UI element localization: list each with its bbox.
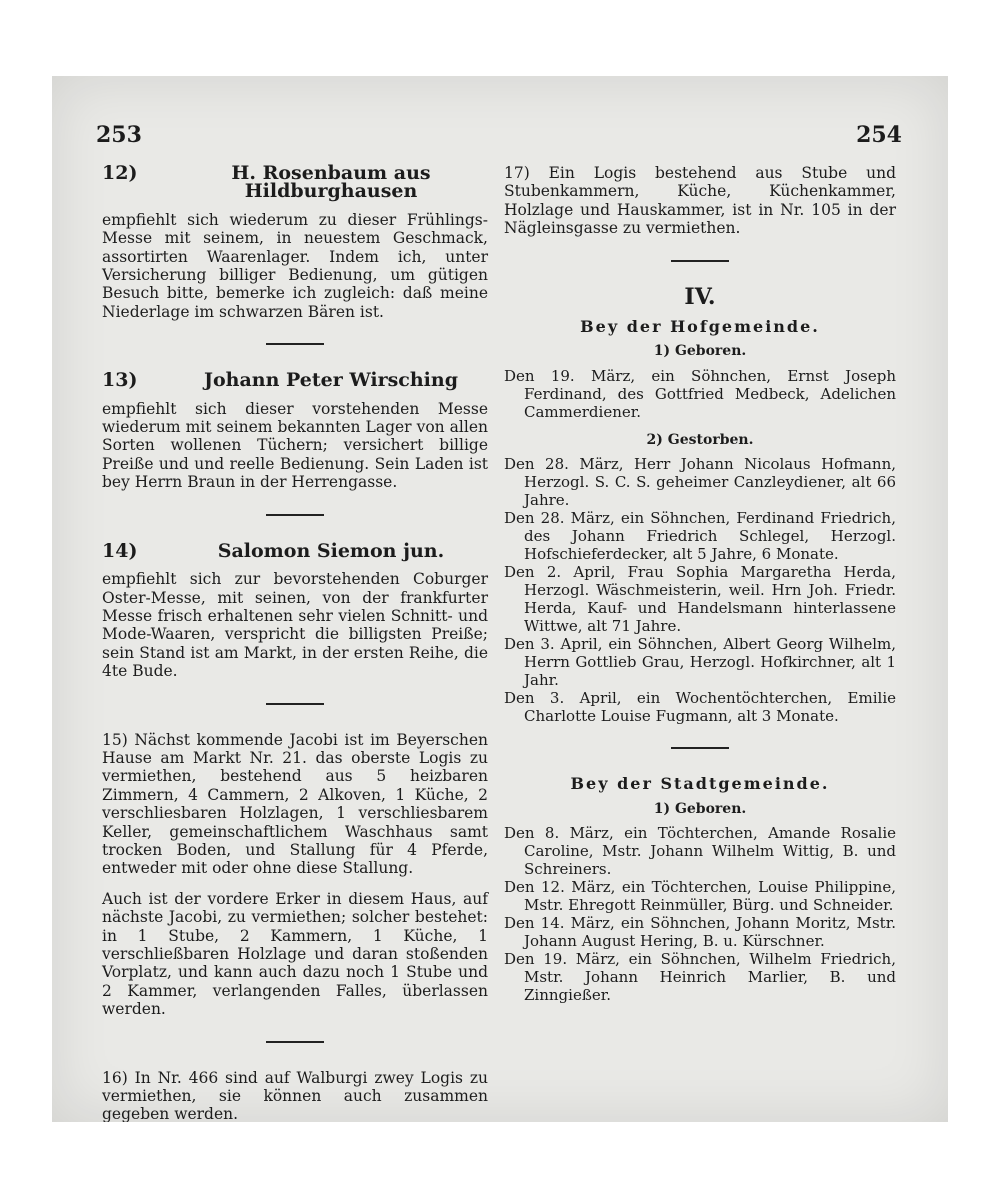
notice-text: empfiehlt sich dieser vorstehenden Messe wiederum mit seinem bekannten Lager von allen Sorten wollenen Tüchern; versichert billige Preiße und und reelle Bedienung. Sein Laden ist bey Herrn Braun in der Herrengasse. [102,399,488,492]
divider [266,343,324,345]
register-list [504,455,896,725]
scanned-page [52,76,948,1122]
register-entry: Den 12. März, ein Töchterchen, Louise Philippine, Mstr. Ehregott Reinmüller, Bürg. und Schneider. [504,878,896,915]
register-entry: Den 28. März, ein Söhnchen, Ferdinand Friedrich, des Johann Friedrich Schlegel, Herzogl. Hofschieferdecker, alt 5 Jahre, 6 Monate. [504,509,896,564]
subsection-title: 2) Gestorben. [646,431,754,448]
notice-number: 12) [102,162,138,184]
register-entry: Den 3. April, ein Söhnchen, Albert Georg Wilhelm, Herrn Gottlieb Grau, Herzogl. Hofkirchner, alt 1 Jahr. [504,635,896,690]
notice-name: H. Rosenbaum aus Hildburghausen [231,162,431,203]
section-title: Bey der Hofgemeinde. [580,317,820,337]
notice-text: 17) Ein Logis bestehend aus Stube und Stubenkammern, Küche, Küchenkammer, Holzlage und Hauskammer, ist in Nr. 105 in der Nägleinsgasse zu vermiethen. [504,164,896,238]
register-entry: Den 19. März, ein Söhnchen, Ernst Joseph Ferdinand, des Gottfried Medbeck, Adelichen Cammerdiener. [504,366,896,421]
notice-number: 13) [102,369,138,392]
notice-text: empfiehlt sich wiederum zu dieser Frühlings-Messe mit seinem, in neuestem Geschmack, assortirten Waarenlager. Indem ich, unter Versicherung billiger Bedienung, um gütigen Besuch bitte, bemerke ich zugleich: daß meine Niederlage im schwarzen Bären ist. [102,210,488,321]
register-entry: Den 19. März, ein Söhnchen, Wilhelm Friedrich, Mstr. Johann Heinrich Marlier, B. und Zinngießer. [504,950,896,1005]
section-number: IV. [684,283,716,310]
subsection-title: 1) Geboren. [653,800,747,817]
divider [266,1041,324,1043]
register-entry: Den 8. März, ein Töchterchen, Amande Rosalie Caroline, Mstr. Johann Wilhelm Wittig, B. und Schreiners. [504,824,896,879]
notice-heading [102,369,488,392]
divider [266,703,324,705]
register-entry: Den 14. März, ein Söhnchen, Johann Moritz, Mstr. Johann August Hering, B. u. Kürschner. [504,914,896,951]
page-number-left: 253 [96,122,142,148]
left-column [102,164,488,1122]
notice-text: 15) Nächst kommende Jacobi ist im Beyerschen Hause am Markt Nr. 21. das oberste Logis zu vermiethen, bestehend aus 5 heizbaren Zimmern, 4 Cammern, 2 Alkoven, 1 Küche, 2 verschliesbaren Holzlagen, 1 verschliesbarem Keller, gemeinschaftlichem Waschhaus samt trocken Boden, und Stallung für 4 Pferde, entweder mit oder ohne diese Stallung. [102,730,488,878]
notice-text: empfiehlt sich zur bevorstehenden Coburger Oster-Messe, mit seinen, von der frankfurter Messe frisch erhaltenen sehr vielen Schnitt- und Mode-Waaren, verspricht die billigsten Preiße; sein Stand ist am Markt, in der ersten Reihe, die 4te Bude. [102,570,488,681]
page-number-right: 254 [856,122,902,148]
subsection-title: 1) Geboren. [653,343,747,360]
right-column [504,164,896,1004]
divider [266,514,324,516]
section-title: Bey der Stadtgemeinde. [570,774,830,794]
register-entry: Den 2. April, Frau Sophia Margaretha Herda, Herzogl. Wäschmeisterin, weil. Hrn Joh. Friedr. Herda, Kauf- und Handelsmann hinterlassene Wittwe, alt 71 Jahre. [504,563,896,636]
divider [671,260,729,262]
notice-heading [102,164,488,201]
register-list [504,824,896,1004]
notice-heading [102,539,488,562]
notice-text: Auch ist der vordere Erker in diesem Haus, auf nächste Jacobi, zu vermiethen; solcher bestehet: in 1 Stube, 2 Kammern, 1 Küche, 1 verschließbaren Holzlage und daran stoßenden Vorplatz, und kann auch dazu noch 1 Stube und 2 Kammer, verlangenden Falles, überlassen werden. [102,889,488,1019]
register-list [504,367,896,421]
register-entry: Den 28. März, Herr Johann Nicolaus Hofmann, Herzogl. S. C. S. geheimer Canzleydiener, alt 66 Jahre. [504,455,896,510]
notice-name: Johann Peter Wirsching [203,369,458,392]
notice-name: Salomon Siemon jun. [217,539,445,562]
notice-text: 16) In Nr. 466 sind auf Walburgi zwey Logis zu vermiethen, sie können auch zusammen gegeben werden. [102,1068,488,1122]
divider [671,747,729,749]
register-entry: Den 3. April, ein Wochentöchterchen, Emilie Charlotte Louise Fugmann, alt 3 Monate. [504,689,896,726]
notice-number: 14) [102,539,138,562]
